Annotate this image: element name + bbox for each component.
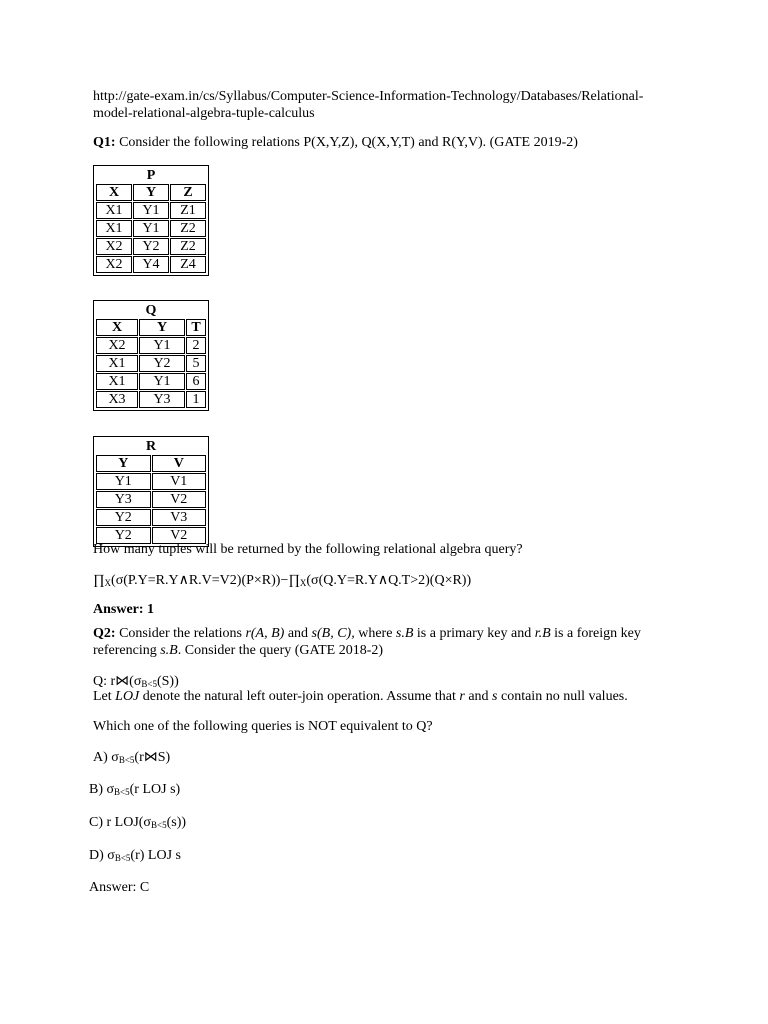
q2-text: . Consider the query (GATE 2018-2) [177, 643, 384, 658]
table-p-header: Y [133, 184, 169, 201]
projection-subscript: X [104, 578, 112, 588]
table-p-header: Z [170, 184, 206, 201]
table-q-title: Q [145, 303, 157, 318]
option-b [89, 781, 180, 801]
table-q-header: Y [139, 319, 185, 336]
q2-text: is a foreign key [550, 626, 641, 641]
table-cell: 1 [186, 391, 206, 408]
text: and [464, 689, 493, 704]
table-cell: X1 [96, 373, 138, 390]
table-cell: Y1 [96, 473, 151, 490]
table-row [96, 355, 206, 372]
table-q [93, 300, 209, 411]
table-r-header: Y [96, 455, 151, 472]
q2-text: is a primary key and [413, 626, 535, 641]
text: Let [93, 689, 116, 704]
table-cell: V2 [152, 527, 207, 544]
text: denote the natural left outer-join operation. Assume that [139, 689, 460, 704]
selection-subscript: B<5 [141, 679, 157, 689]
table-r-header: V [152, 455, 207, 472]
table-cell: X2 [96, 256, 132, 273]
table-cell: Z2 [170, 220, 206, 237]
query-part: (σ(P.Y=R.Y∧R.V=V2)(P×R))−∏ [111, 573, 300, 588]
table-cell: Y1 [133, 202, 169, 219]
table-cell: Y2 [96, 527, 151, 544]
option-text: D) σ [89, 848, 115, 863]
table-row [96, 509, 206, 526]
loj-definition [93, 688, 628, 705]
table-q-header: X [96, 319, 138, 336]
table-row [96, 202, 206, 219]
selection-subscript: B<5 [118, 755, 135, 765]
relation-s: s(B, C), [311, 626, 355, 641]
table-cell: V2 [152, 491, 207, 508]
table-cell: V3 [152, 509, 207, 526]
table-r [93, 436, 209, 547]
table-cell: Y3 [96, 491, 151, 508]
attribute-sb: s.B [395, 626, 414, 641]
q2-text: referencing [93, 643, 161, 658]
table-cell: Y2 [96, 509, 151, 526]
table-cell: Z2 [170, 238, 206, 255]
query-part: (σ(Q.Y=R.Y∧Q.T>2)(Q×R)) [306, 573, 472, 588]
option-text: (r⋈S) [134, 750, 171, 765]
table-cell: Z1 [170, 202, 206, 219]
table-cell: V1 [152, 473, 207, 490]
table-p [93, 165, 209, 276]
q2-statement [93, 625, 675, 642]
text: contain no null values. [497, 689, 628, 704]
attribute-rb: r.B [534, 626, 551, 641]
table-cell: X2 [96, 337, 138, 354]
product-symbol: ∏ [93, 573, 105, 588]
table-q-header: T [186, 319, 206, 336]
relation-s: s [492, 689, 498, 704]
q2-statement-line2 [93, 642, 383, 659]
table-cell: Y1 [139, 373, 185, 390]
table-cell: 6 [186, 373, 206, 390]
table-r-title: R [145, 439, 157, 454]
table-row [96, 337, 206, 354]
query-part: Q: r⋈(σ [93, 674, 142, 689]
source-url-line1: http://gate-exam.in/cs/Syllabus/Computer-Science-Information-Technology/Databases/Relational- [93, 89, 644, 104]
table-row [96, 391, 206, 408]
selection-subscript: B<5 [114, 853, 131, 863]
q1-answer: Answer: 1 [93, 602, 155, 617]
table-cell: Y2 [139, 355, 185, 372]
option-text: (r LOJ s) [129, 782, 181, 797]
option-text: C) r LOJ(σ [89, 815, 151, 830]
attribute-sb: s.B [160, 643, 178, 658]
q2-text: where [354, 626, 396, 641]
table-cell: Y2 [133, 238, 169, 255]
table-cell: Z4 [170, 256, 206, 273]
table-row [96, 373, 206, 390]
loj-term: LOJ [115, 689, 140, 704]
table-cell: X3 [96, 391, 138, 408]
q2-label: Q2: [93, 626, 116, 641]
q2-text: Consider the relations [115, 626, 246, 641]
table-cell: Y1 [139, 337, 185, 354]
table-row [96, 256, 206, 273]
table-p-header: X [96, 184, 132, 201]
table-p-title: P [146, 168, 156, 183]
relation-r: r(A, B) [245, 626, 285, 641]
option-c [89, 814, 186, 834]
table-row [96, 238, 206, 255]
table-cell: Y4 [133, 256, 169, 273]
table-cell: X1 [96, 202, 132, 219]
option-text: (r) LOJ s [130, 848, 181, 863]
projection-subscript: X [299, 578, 307, 588]
table-row [96, 491, 206, 508]
table-cell: X2 [96, 238, 132, 255]
query-part: (S)) [156, 674, 179, 689]
selection-subscript: B<5 [150, 820, 167, 830]
relation-r: r [459, 689, 465, 704]
source-url-line2: model-relational-algebra-tuple-calculus [93, 106, 315, 121]
selection-subscript: B<5 [114, 787, 130, 797]
option-text: B) σ [89, 782, 115, 797]
table-row [96, 220, 206, 237]
option-d [89, 847, 181, 867]
table-cell: 5 [186, 355, 206, 372]
option-text: (s)) [166, 815, 187, 830]
q2-question: Which one of the following queries is NOT equivalent to Q? [93, 719, 433, 734]
table-cell: X1 [96, 355, 138, 372]
table-cell: Y3 [139, 391, 185, 408]
q1-label: Q1: [93, 135, 116, 150]
table-row [96, 473, 206, 490]
q2-answer: Answer: C [89, 880, 150, 895]
option-text: A) σ [93, 750, 119, 765]
table-cell: X1 [96, 220, 132, 237]
q2-text: and [284, 626, 312, 641]
q1-statement [93, 134, 578, 151]
q1-text: Consider the following relations P(X,Y,Z), Q(X,Y,T) and R(Y,V). (GATE 2019-2) [115, 135, 578, 150]
q1-question: How many tuples will be returned by the following relational algebra query? [93, 542, 523, 557]
option-a [93, 749, 170, 769]
q1-query [93, 572, 471, 592]
table-cell: Y1 [133, 220, 169, 237]
table-cell: 2 [186, 337, 206, 354]
